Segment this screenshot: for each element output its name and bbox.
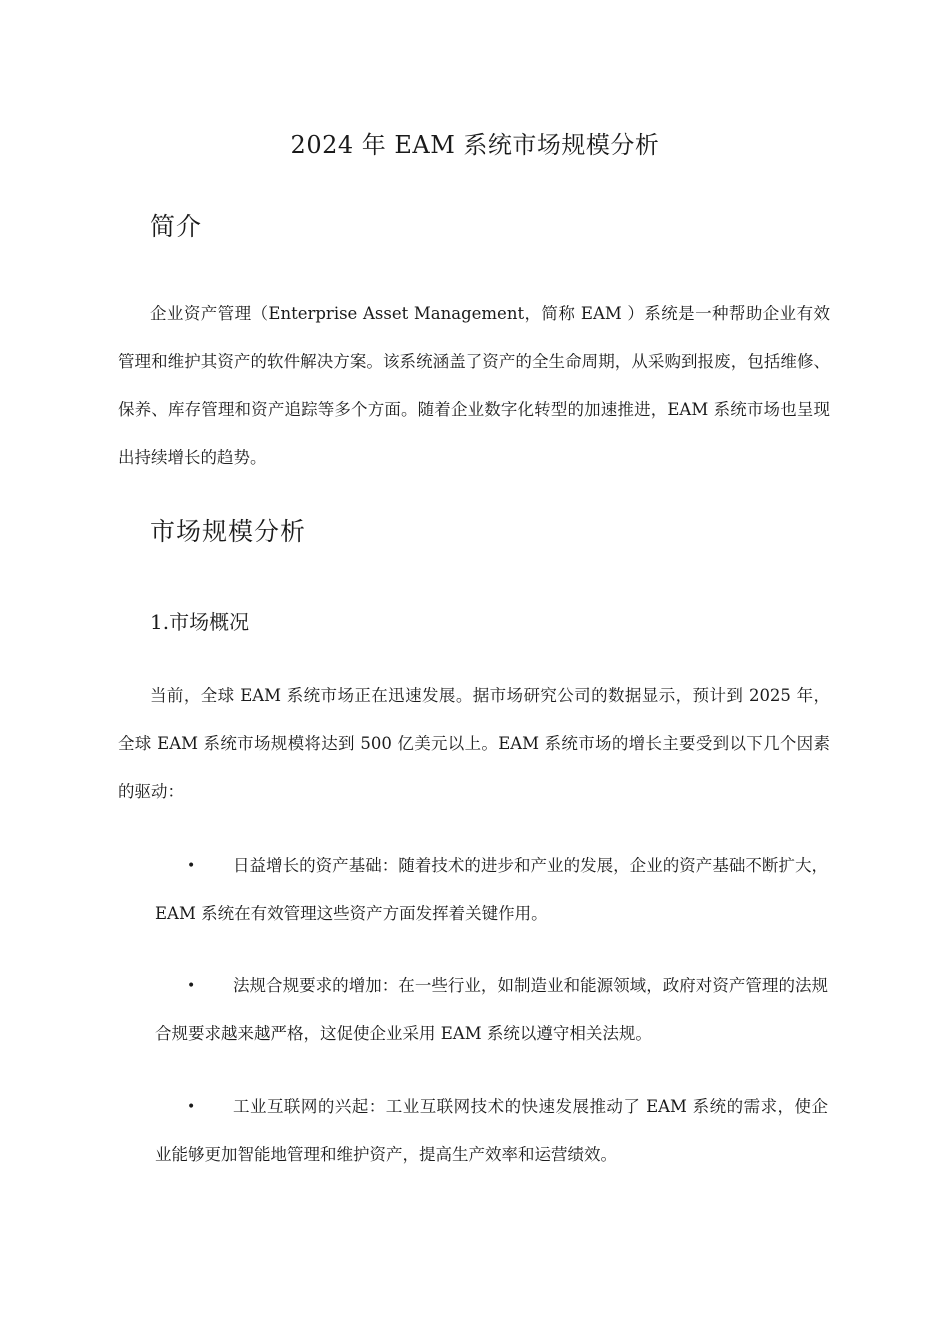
bullet-icon: • [187, 978, 196, 994]
list-item [155, 1083, 828, 1179]
section-heading-intro: 简介 [150, 212, 203, 241]
list-item-text: 工业互联网的兴起：工业互联网技术的快速发展推动了 EAM 系统的需求，使企业能够更加智能地管理和维护资产，提高生产效率和运营绩效。 [155, 1097, 828, 1164]
overview-paragraph: 当前，全球 EAM 系统市场正在迅速发展。据市场研究公司的数据显示，预计到 2025 年，全球 EAM 系统市场规模将达到 500 亿美元以上。EAM 系统市场的增长主要受到以下几个因素的驱动： [118, 686, 830, 801]
document-title: 2024 年 EAM 系统市场规模分析 [290, 131, 660, 159]
intro-paragraph: 企业资产管理（Enterprise Asset Management，简称 EAM ）系统是一种帮助企业有效管理和维护其资产的软件解决方案。该系统涵盖了资产的全生命周期，从采购到报废，包括维修、保养、库存管理和资产追踪等多个方面。随着企业数字化转型的加速推进，EAM 系统市场也呈现出持续增长的趋势。 [118, 304, 830, 467]
list-item [155, 842, 828, 938]
list-item-text: 日益增长的资产基础：随着技术的进步和产业的发展，企业的资产基础不断扩大，EAM 系统在有效管理这些资产方面发挥着关键作用。 [155, 856, 828, 923]
section-heading-market-size: 市场规模分析 [150, 517, 307, 546]
bullet-icon: • [187, 1099, 196, 1115]
list-item [155, 962, 828, 1058]
bullet-icon: • [187, 858, 196, 874]
list-item-text: 法规合规要求的增加：在一些行业，如制造业和能源领域，政府对资产管理的法规合规要求越来越严格，这促使企业采用 EAM 系统以遵守相关法规。 [155, 976, 828, 1043]
subsection-heading-overview: 1.市场概况 [150, 610, 250, 634]
